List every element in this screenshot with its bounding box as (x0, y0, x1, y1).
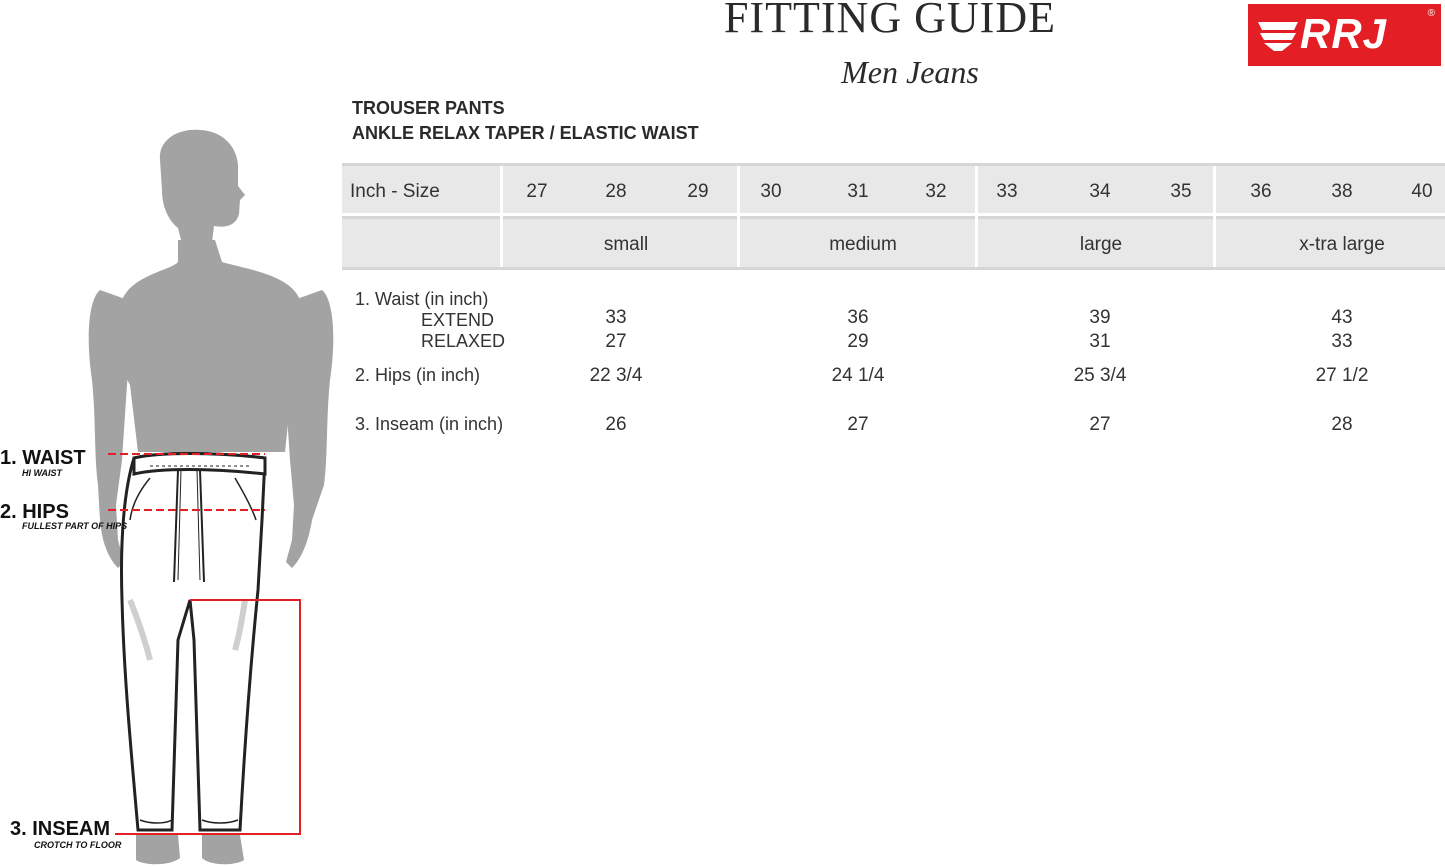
hips-value: 22 3/4 (589, 365, 643, 386)
waist-relaxed-value: 33 (1331, 331, 1353, 352)
waist-extend-value: 39 (1089, 307, 1111, 328)
inseam-value: 26 (605, 414, 627, 435)
size-cell: 34 (1089, 181, 1111, 202)
hips-label: 2. Hips (in inch) (355, 365, 481, 385)
registered-mark: ® (1427, 8, 1435, 19)
size-cell: 40 (1411, 181, 1433, 202)
waist-relaxed-value: 29 (847, 331, 869, 352)
model-figure-illustration (0, 0, 340, 867)
page-title: FITTING GUIDE (724, 0, 1056, 42)
group-large: large (1079, 234, 1123, 255)
hips-value: 27 1/2 (1315, 365, 1369, 386)
group-xtra-large: x-tra large (1299, 234, 1385, 255)
page-subtitle: Men Jeans (841, 54, 979, 90)
size-cell: 29 (687, 181, 709, 202)
size-cell: 35 (1170, 181, 1192, 202)
waist-relaxed-value: 27 (605, 331, 627, 352)
callout-hips: 2. HIPS (0, 501, 69, 523)
callout-inseam-sub: CROTCH TO FLOOR (34, 840, 122, 850)
waist-extend-value: 33 (605, 307, 627, 328)
size-cell: 28 (605, 181, 627, 202)
size-cell: 27 (526, 181, 548, 202)
inseam-value: 27 (1089, 414, 1111, 435)
callout-waist-sub: HI WAIST (22, 468, 62, 478)
product-type: TROUSER PANTS (352, 98, 505, 118)
size-header-label: Inch - Size (350, 181, 440, 202)
inseam-value: 28 (1331, 414, 1353, 435)
callout-waist: 1. WAIST (0, 447, 86, 469)
waist-relaxed-value: 31 (1089, 331, 1111, 352)
callout-inseam: 3. INSEAM (10, 818, 111, 840)
size-cell: 32 (925, 181, 947, 202)
size-cell: 38 (1331, 181, 1353, 202)
group-small: small (603, 234, 649, 255)
waist-extend-value: 43 (1331, 307, 1353, 328)
waist-extend-value: 36 (847, 307, 869, 328)
group-medium: medium (829, 234, 897, 255)
inseam-label: 3. Inseam (in inch) (355, 414, 504, 434)
size-cell: 30 (760, 181, 782, 202)
brand-logo (1248, 4, 1441, 66)
hips-value: 24 1/4 (831, 365, 885, 386)
waist-relaxed-label: RELAXED (421, 331, 506, 351)
waist-extend-label: EXTEND (421, 310, 495, 330)
brand-shield-icon (1256, 18, 1300, 54)
product-fit: ANKLE RELAX TAPER / ELASTIC WAIST (352, 123, 699, 143)
inseam-value: 27 (847, 414, 869, 435)
brand-name: RRJ (1300, 10, 1388, 57)
hips-value: 25 3/4 (1073, 365, 1127, 386)
callout-hips-sub: FULLEST PART OF HIPS (22, 521, 128, 531)
size-cell: 31 (847, 181, 869, 202)
size-cell: 36 (1250, 181, 1272, 202)
waist-label: 1. Waist (in inch) (355, 289, 489, 309)
size-cell: 33 (996, 181, 1018, 202)
